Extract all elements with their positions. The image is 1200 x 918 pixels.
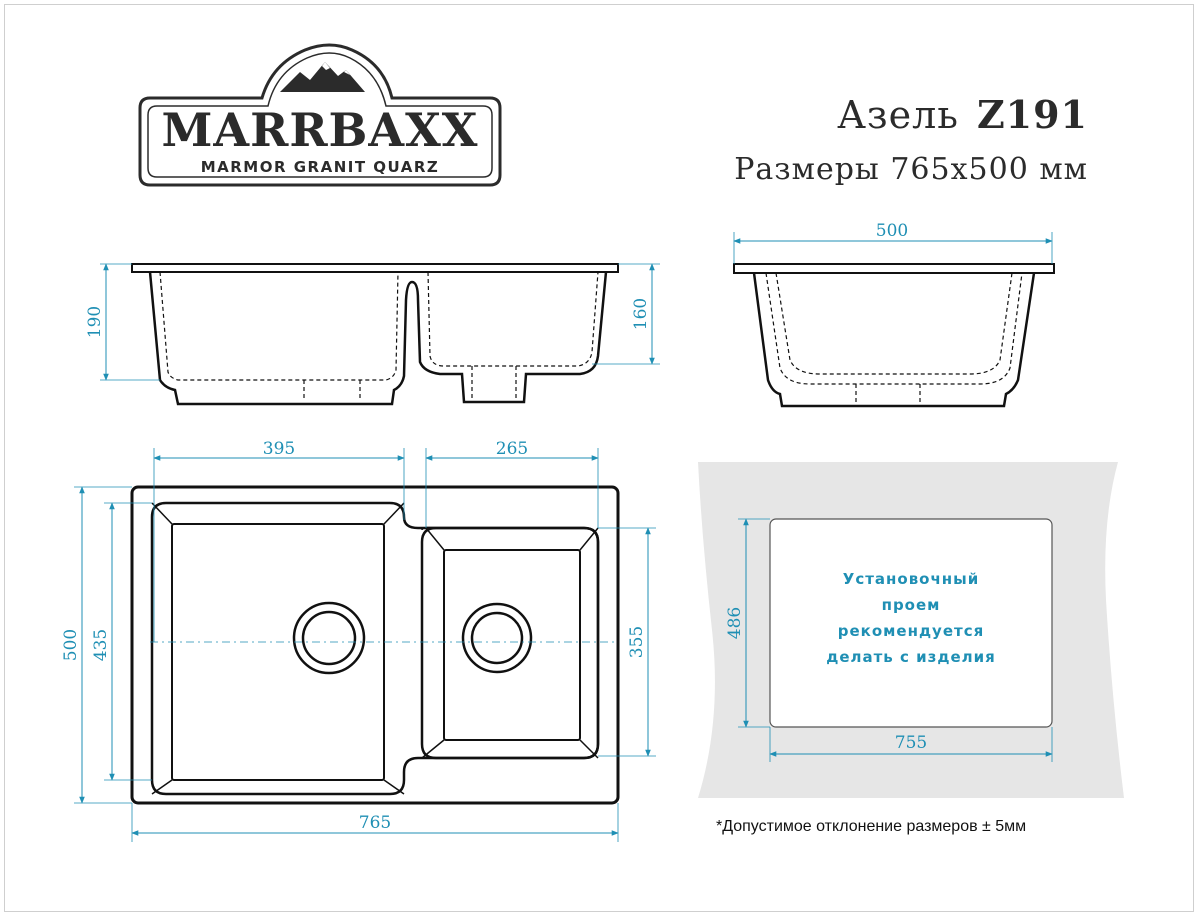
label-500-left: 500 bbox=[61, 628, 81, 662]
top-view bbox=[132, 487, 618, 803]
side-view-long bbox=[132, 264, 618, 404]
label-265: 265 bbox=[495, 439, 529, 459]
brand-logo bbox=[140, 45, 500, 185]
label-435: 435 bbox=[91, 628, 111, 662]
label-190: 190 bbox=[85, 305, 105, 339]
product-name: Азель bbox=[837, 93, 959, 137]
product-title bbox=[837, 92, 1088, 137]
label-500-top: 500 bbox=[875, 221, 909, 241]
label-765: 765 bbox=[358, 813, 392, 833]
tolerance-note: *Допустимое отклонение размеров ± 5мм bbox=[716, 818, 1027, 835]
label-486: 486 bbox=[725, 606, 745, 640]
label-355: 355 bbox=[627, 625, 647, 659]
label-755: 755 bbox=[894, 733, 928, 753]
installation-note bbox=[770, 566, 1052, 670]
dim-side-height-left bbox=[85, 264, 160, 380]
brand-tagline: MARMOR GRANIT QUARZ bbox=[200, 158, 440, 176]
installation-note-line: Установочный bbox=[842, 570, 980, 588]
end-view bbox=[734, 264, 1054, 406]
label-395: 395 bbox=[262, 439, 296, 459]
product-size: Размеры 765х500 мм bbox=[734, 152, 1088, 187]
dim-end-width bbox=[734, 221, 1052, 264]
label-160: 160 bbox=[631, 297, 651, 331]
product-code: Z191 bbox=[976, 92, 1088, 137]
dim-total-width bbox=[132, 803, 618, 842]
installation-note-line: проем bbox=[881, 596, 941, 614]
installation-note-line: делать с изделия bbox=[826, 648, 996, 666]
installation-note-line: рекомендуется bbox=[837, 622, 985, 640]
brand-name: MARRBAXX bbox=[161, 103, 479, 157]
